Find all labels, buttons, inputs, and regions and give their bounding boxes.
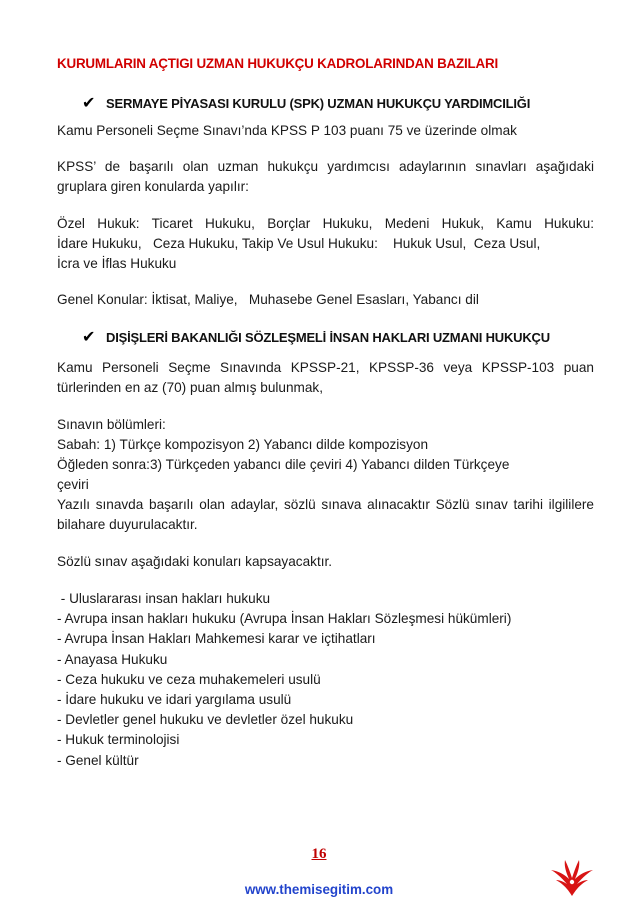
section-title: SERMAYE PİYASASI KURULU (SPK) UZMAN HUKUKÇU YARDIMCILIĞI	[106, 96, 531, 111]
checkmark-icon: ✔	[82, 95, 96, 112]
exam-afternoon-line: Öğleden sonra:3) Türkçeden yabancı dile çeviri 4) Yabancı dilden Türkçeye	[57, 457, 510, 472]
paragraph: Genel Konular: İktisat, Maliye, Muhasebe Genel Esasları, Yabancı dil	[57, 292, 479, 307]
section-heading-spk	[82, 93, 530, 113]
section-heading-disisleri	[82, 327, 550, 347]
list-item: - Avrupa insan hakları hukuku (Avrupa İnsan Hakları Sözleşmesi hükümleri)	[57, 611, 512, 627]
section-title: DIŞİŞLERİ BAKANLIĞI SÖZLEŞMELİ İNSAN HAKLARI UZMANI HUKUKÇU	[106, 330, 550, 345]
oral-topics-list	[57, 589, 594, 771]
list-item: - Devletler genel hukuku ve devletler özel hukuku	[57, 712, 354, 728]
list-item: - Ceza hukuku ve ceza muhakemeleri usulü	[57, 671, 321, 687]
list-item: - Genel kültür	[57, 752, 139, 768]
list-item: - Avrupa İnsan Hakları Mahkemesi karar ve içtihatları	[57, 631, 376, 647]
paragraph-line: Özel Hukuk: Ticaret Hukuku, Borçlar Hukuku, Medeni Hukuk, Kamu Hukuku:	[57, 216, 594, 231]
paragraph-line: İdare Hukuku, Ceza Hukuku, Takip Ve Usul Hukuku: Hukuk Usul, Ceza Usul,	[57, 236, 541, 251]
oral-exam-info: Yazılı sınavda başarılı olan adaylar, sözlü sınava alınacaktır Sözlü sınav tarihi ilgililere bilahare duyurulacaktır.	[57, 497, 594, 532]
list-item: - Uluslararası insan hakları hukuku	[57, 591, 271, 606]
paragraph-line: İcra ve İflas Hukuku	[57, 256, 177, 271]
website-link[interactable]: www.themisegitim.com	[244, 882, 394, 897]
list-item: - İdare hukuku ve idari yargılama usulü	[57, 692, 292, 708]
oral-topics-intro: Sözlü sınav aşağıdaki konuları kapsayacaktır.	[57, 554, 333, 569]
list-item: - Hukuk terminolojisi	[57, 732, 180, 748]
exam-morning: Sabah: 1) Türkçe kompozisyon 2) Yabancı dilde kompozisyon	[57, 437, 429, 452]
exam-afternoon-line: çeviri	[57, 477, 89, 492]
paragraph: KPSS’ de başarılı olan uzman hukukçu yardımcısı adaylarının sınavları aşağıdaki gruplara giren konularda yapılır:	[57, 159, 594, 194]
checkmark-icon: ✔	[82, 329, 96, 346]
page-number: 16	[311, 846, 327, 862]
list-item: - Anayasa Hukuku	[57, 651, 168, 667]
page-heading: KURUMLARIN AÇTIGI UZMAN HUKUKÇU KADROLARINDAN BAZILARI	[57, 56, 498, 71]
paragraph: Kamu Personeli Seçme Sınavı’nda KPSS P 103 puanı 75 ve üzerinde olmak	[57, 123, 517, 138]
paragraph: Kamu Personeli Seçme Sınavında KPSSP-21, KPSSP-36 veya KPSSP-103 puan türlerinden en az (70) puan almış bulunmak,	[57, 360, 594, 395]
exam-sections-title: Sınavın bölümleri:	[57, 417, 166, 432]
phoenix-bird-logo	[550, 858, 594, 898]
